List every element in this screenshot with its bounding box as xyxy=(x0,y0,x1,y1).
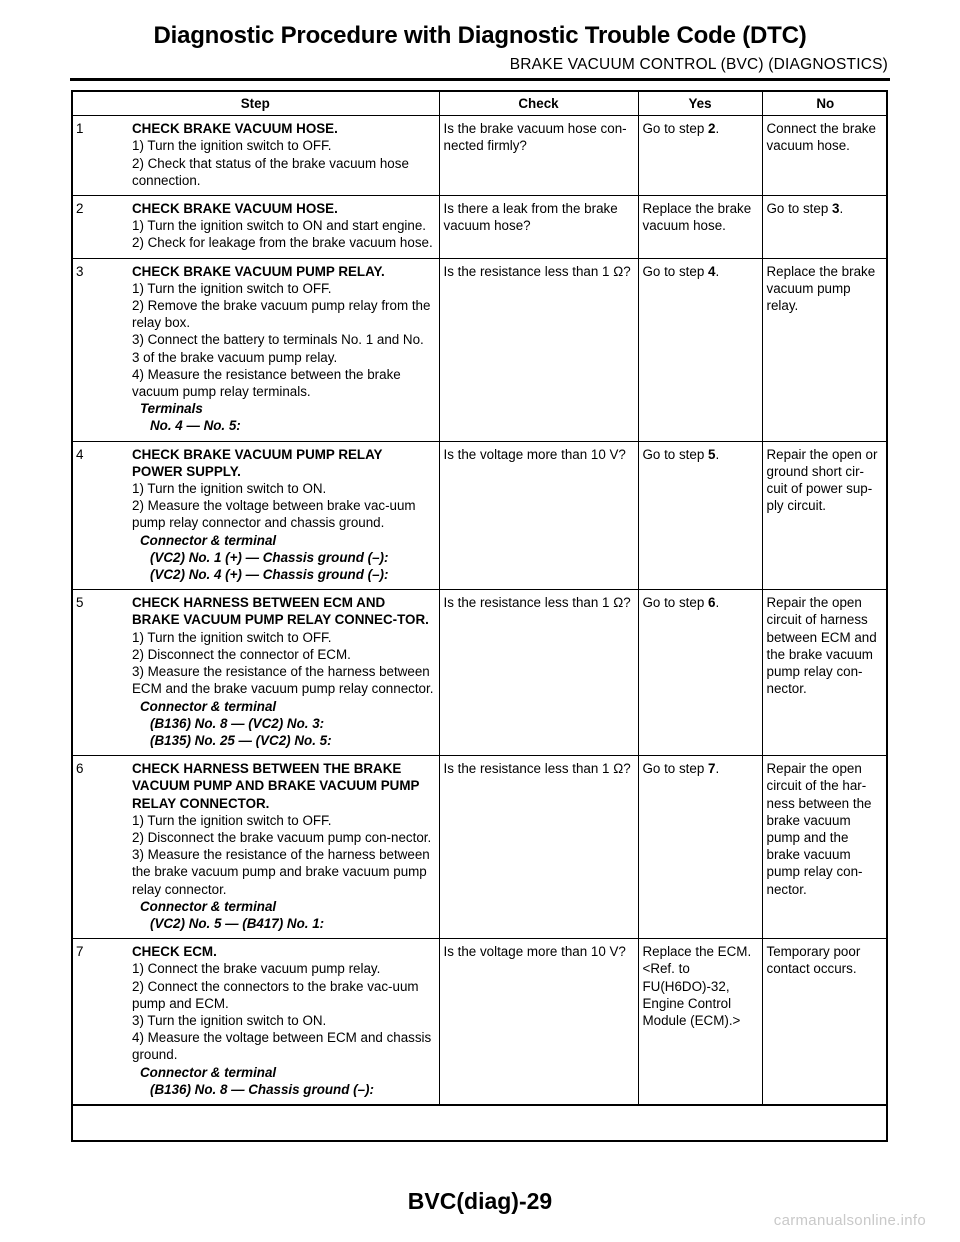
yes-text: Replace the ECM. <Ref. to FU(H6DO)-32, Engine Control Module (ECM).> xyxy=(642,944,752,1028)
table-row xyxy=(72,756,888,939)
instruction-line: 1) Turn the ignition switch to OFF. xyxy=(132,629,332,645)
step-title: CHECK BRAKE VACUUM HOSE. xyxy=(132,201,338,217)
step-cell xyxy=(72,196,439,259)
no-text: Replace the brake vacuum pump relay. xyxy=(766,263,876,314)
yes-suffix: . xyxy=(715,121,720,137)
step-number: 4 xyxy=(76,446,84,462)
no-text: Repair the open circuit of harness between ECM and the brake vacuum pump relay con-nector. xyxy=(766,595,877,697)
table-row xyxy=(72,441,888,590)
no-cell xyxy=(762,258,888,441)
check-cell xyxy=(439,258,638,441)
terminal-label: Connector & terminal xyxy=(140,1064,277,1080)
header-rule xyxy=(70,78,890,81)
yes-step-ref: 4 xyxy=(708,263,716,279)
no-cell xyxy=(762,196,888,259)
table-row xyxy=(72,939,888,1105)
instruction-line: 2) Connect the connectors to the brake vac-uum pump and ECM. xyxy=(132,978,419,1011)
yes-cell xyxy=(638,939,762,1105)
step-number: 6 xyxy=(76,761,84,777)
yes-cell xyxy=(638,196,762,259)
step-cell xyxy=(72,939,439,1105)
instruction-line: 1) Turn the ignition switch to OFF. xyxy=(132,138,332,154)
yes-text: Go to step xyxy=(642,761,709,777)
instruction-line: 2) Measure the voltage between brake vac-uum pump relay connector and chassis ground. xyxy=(132,498,416,531)
check-question: Is the resistance less than 1 Ω? xyxy=(443,595,631,611)
step-number: 2 xyxy=(76,201,84,217)
no-text: Temporary poor contact occurs. xyxy=(766,944,861,977)
instruction-line: 3) Connect the battery to terminals No. 1 and No. 3 of the brake vacuum pump relay. xyxy=(132,332,424,365)
instruction-line: 3) Turn the ignition switch to ON. xyxy=(132,1012,327,1028)
table-row xyxy=(72,258,888,441)
check-question: Is the brake vacuum hose con-nected firmly? xyxy=(443,121,627,154)
check-cell xyxy=(439,116,638,196)
instruction-line: 1) Turn the ignition switch to OFF. xyxy=(132,812,332,828)
check-question: Is the resistance less than 1 Ω? xyxy=(443,761,631,777)
column-header-step: Step xyxy=(72,92,439,116)
yes-step-ref: 5 xyxy=(708,446,716,462)
step-title: CHECK HARNESS BETWEEN ECM AND BRAKE VACUUM PUMP RELAY CONNEC-TOR. xyxy=(132,595,429,628)
yes-suffix: . xyxy=(715,761,720,777)
no-text: Repair the open or ground short cir-cuit of power sup-ply circuit. xyxy=(766,446,878,514)
check-question: Is the voltage more than 10 V? xyxy=(443,446,626,462)
instruction-line: 2) Disconnect the connector of ECM. xyxy=(132,646,351,662)
column-header-yes: Yes xyxy=(638,92,762,116)
instruction-line: 1) Connect the brake vacuum pump relay. xyxy=(132,961,381,977)
step-cell xyxy=(72,756,439,939)
yes-text: Go to step xyxy=(642,446,709,462)
no-cell xyxy=(762,756,888,939)
terminal-spec: (B135) No. 25 — (VC2) No. 5: xyxy=(150,732,332,748)
no-cell xyxy=(762,939,888,1105)
terminal-label: Connector & terminal xyxy=(140,898,277,914)
column-header-check: Check xyxy=(439,92,638,116)
terminal-label: Terminals xyxy=(140,401,203,417)
table-row xyxy=(72,590,888,756)
check-question: Is there a leak from the brake vacuum hose? xyxy=(443,201,618,234)
step-cell xyxy=(72,116,439,196)
terminal-spec: (VC2) No. 5 — (B417) No. 1: xyxy=(150,915,325,931)
terminal-spec: (B136) No. 8 — Chassis ground (–): xyxy=(150,1081,374,1097)
watermark: carmanualsonline.info xyxy=(773,1212,926,1229)
yes-suffix: . xyxy=(715,263,720,279)
step-number: 3 xyxy=(76,263,84,279)
instruction-line: 1) Turn the ignition switch to ON and start engine. xyxy=(132,218,427,234)
instruction-line: 2) Remove the brake vacuum pump relay from the relay box. xyxy=(132,298,431,331)
page-title: Diagnostic Procedure with Diagnostic Trouble Code (DTC) xyxy=(153,22,807,49)
yes-text: Go to step xyxy=(642,121,709,137)
terminal-spec: No. 4 — No. 5: xyxy=(150,418,241,434)
no-cell xyxy=(762,116,888,196)
step-title: CHECK BRAKE VACUUM HOSE. xyxy=(132,121,338,137)
yes-cell xyxy=(638,116,762,196)
instruction-line: 2) Check that status of the brake vacuum hose connection. xyxy=(132,155,409,188)
instruction-line: 3) Measure the resistance of the harness between ECM and the brake vacuum pump relay connector. xyxy=(132,664,434,697)
yes-step-ref: 7 xyxy=(708,761,716,777)
yes-cell xyxy=(638,590,762,756)
instruction-line: 4) Measure the resistance between the brake vacuum pump relay terminals. xyxy=(132,366,401,400)
yes-text: Go to step xyxy=(642,595,709,611)
step-title: CHECK ECM. xyxy=(132,944,217,960)
instruction-line: 2) Disconnect the brake vacuum pump con-nector. xyxy=(132,829,432,845)
table-header-row xyxy=(72,92,888,116)
step-title: CHECK BRAKE VACUUM PUMP RELAY. xyxy=(132,263,385,279)
no-step-ref: 3 xyxy=(832,201,840,217)
yes-suffix: . xyxy=(715,595,720,611)
step-title: CHECK HARNESS BETWEEN THE BRAKE VACUUM PUMP AND BRAKE VACUUM PUMP RELAY CONNECTOR. xyxy=(132,761,420,811)
no-cell xyxy=(762,590,888,756)
section-subtitle: BRAKE VACUUM CONTROL (BVC) (DIAGNOSTICS) xyxy=(509,56,888,73)
no-suffix: . xyxy=(839,201,844,217)
check-cell xyxy=(439,939,638,1105)
terminal-spec: (VC2) No. 4 (+) — Chassis ground (–): xyxy=(150,567,389,583)
check-cell xyxy=(439,441,638,590)
no-text: Connect the brake vacuum hose. xyxy=(766,121,876,154)
no-text: Go to step xyxy=(766,201,833,217)
yes-step-ref: 2 xyxy=(708,121,716,137)
terminal-spec: (VC2) No. 1 (+) — Chassis ground (–): xyxy=(150,549,389,565)
diagnostic-procedure-table xyxy=(72,92,888,1106)
yes-cell xyxy=(638,258,762,441)
step-cell xyxy=(72,258,439,441)
check-cell xyxy=(439,756,638,939)
step-title: CHECK BRAKE VACUUM PUMP RELAY POWER SUPPLY. xyxy=(132,446,383,479)
yes-step-ref: 6 xyxy=(708,595,716,611)
check-question: Is the resistance less than 1 Ω? xyxy=(443,263,631,279)
instruction-line: 2) Check for leakage from the brake vacuum hose. xyxy=(132,235,433,251)
instruction-line: 1) Turn the ignition switch to OFF. xyxy=(132,280,332,296)
yes-cell xyxy=(638,756,762,939)
step-number: 7 xyxy=(76,944,84,960)
table-row xyxy=(72,116,888,196)
check-cell xyxy=(439,590,638,756)
yes-text: Go to step xyxy=(642,263,709,279)
yes-suffix: . xyxy=(715,446,720,462)
step-number: 1 xyxy=(76,121,84,137)
no-cell xyxy=(762,441,888,590)
column-header-no: No xyxy=(762,92,888,116)
instruction-line: 3) Measure the resistance of the harness between the brake vacuum pump and brake vacuum pump relay connector. xyxy=(132,847,430,897)
step-cell xyxy=(72,590,439,756)
page-number: BVC(diag)-29 xyxy=(407,1188,553,1214)
step-cell xyxy=(72,441,439,590)
no-text: Repair the open circuit of the har-ness between the brake vacuum pump and the brake vacuum pump relay con-nector. xyxy=(766,761,872,897)
yes-text: Replace the brake vacuum hose. xyxy=(642,201,752,234)
instruction-line: 1) Turn the ignition switch to ON. xyxy=(132,481,327,497)
yes-cell xyxy=(638,441,762,590)
check-cell xyxy=(439,196,638,259)
terminal-spec: (B136) No. 8 — (VC2) No. 3: xyxy=(150,715,325,731)
check-question: Is the voltage more than 10 V? xyxy=(443,944,626,960)
terminal-label: Connector & terminal xyxy=(140,532,277,548)
table-row xyxy=(72,196,888,259)
instruction-line: 4) Measure the voltage between ECM and chassis ground. xyxy=(132,1030,432,1063)
step-number: 5 xyxy=(76,595,84,611)
terminal-label: Connector & terminal xyxy=(140,698,277,714)
